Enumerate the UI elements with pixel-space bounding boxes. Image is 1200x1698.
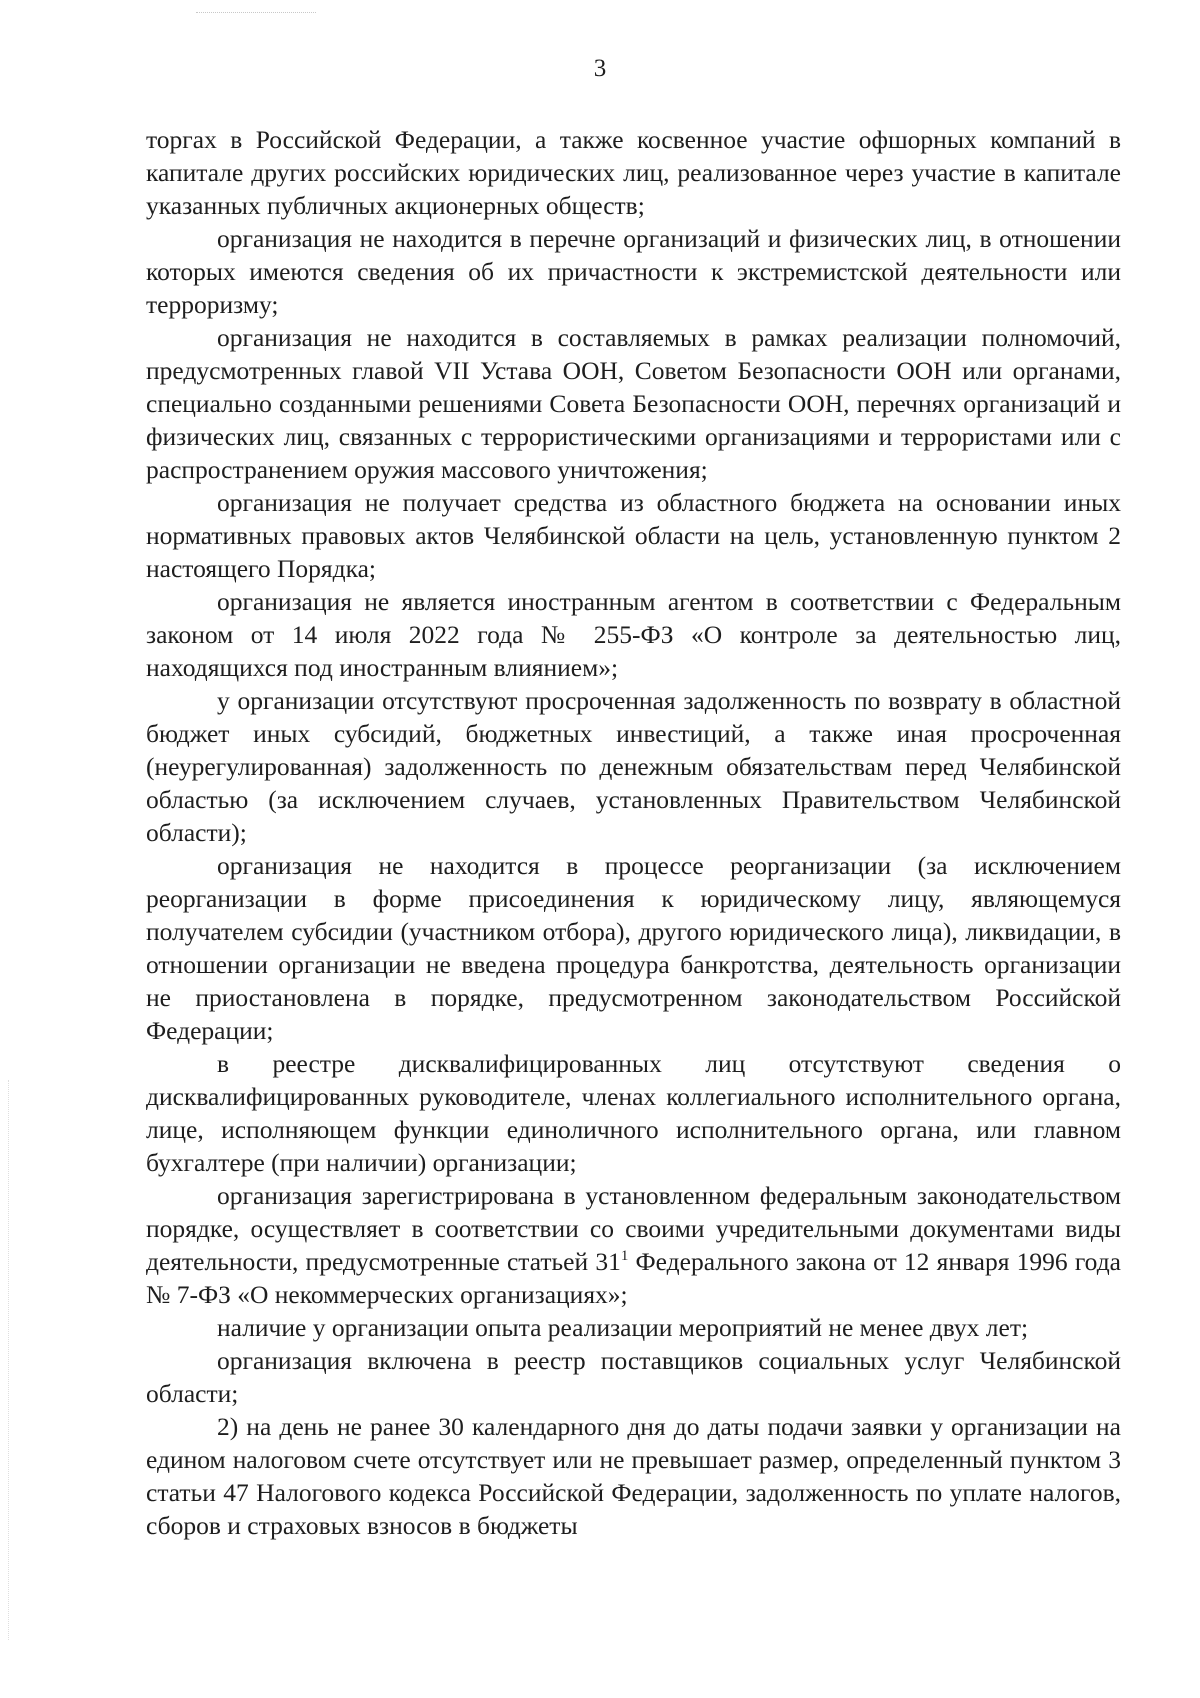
scan-artifact-top [196, 12, 316, 16]
paragraph-experience: наличие у организации опыта реализации мероприятий не менее двух лет; [217, 1313, 1029, 1342]
document-body [146, 123, 1121, 1542]
page-number: 3 [593, 55, 607, 82]
paragraph-reorganization: организация не находится в процессе реорганизации (за исключением реорганизации в форме присоединения к юридическому лицу, являющемуся получателем субсидии (участником отбора), другого юридического лица), ликвидации, в отношении организации не введена процедура банкротства, деятельность организации не приостановлена в порядке, предусмотренном законодательством Российской Федерации; [146, 851, 1121, 1045]
scan-artifact-edge [8, 1080, 10, 1640]
paragraph-continuation: торгах в Российской Федерации, а также косвенное участие офшорных компаний в капитале других российских юридических лиц, реализованное через участие в капитале указанных публичных акционерных обществ; [146, 125, 1121, 220]
article-superscript: 1 [620, 1248, 629, 1264]
paragraph-social-services-registry: организация включена в реестр поставщиков социальных услуг Челябинской области; [146, 1346, 1121, 1408]
paragraph-disqualified-persons: в реестре дисквалифицированных лиц отсутствуют сведения о дисквалифицированных руководителе, членах коллегиального исполнительного органа, лице, исполняющем функции единоличного исполнительного органа, или главном бухгалтере (при наличии) организации; [146, 1049, 1121, 1177]
paragraph-regional-budget: организация не получает средства из областного бюджета на основании иных нормативных правовых актов Челябинской области на цель, установленную пунктом 2 настоящего Порядка; [146, 488, 1121, 583]
paragraph-foreign-agent: организация не является иностранным агентом в соответствии с Федеральным законом от 14 июля 2022 года № 255-ФЗ «О контроле за деятельностью лиц, находящихся под иностранным влиянием»; [146, 587, 1121, 682]
registration-text-after: Федерального закона от 12 января 1996 года № 7-ФЗ «О некоммерческих организациях»; [146, 1247, 1121, 1309]
registration-text-before: организация зарегистрирована в установленном федеральным законодательством порядке, осуществляет в соответствии со своими учредительными документами виды деятельности, предусмотренные статьей 31 [146, 1181, 1121, 1276]
paragraph-tax-account: 2) на день не ранее 30 календарного дня до даты подачи заявки у организации на едином налоговом счете отсутствует или не превышает размер, определенный пунктом 3 статьи 47 Налогового кодекса Российской Федерации, задолженность по уплате налогов, сборов и страховых взносов в бюджеты [146, 1412, 1121, 1540]
paragraph-overdue-debt: у организации отсутствуют просроченная задолженность по возврату в областной бюджет иных субсидий, бюджетных инвестиций, а также иная просроченная (неурегулированная) задолженность по денежным обязательствам перед Челябинской областью (за исключением случаев, установленных Правительством Челябинской области); [146, 686, 1121, 847]
paragraph-extremism-list: организация не находится в перечне организаций и физических лиц, в отношении которых имеются сведения об их причастности к экстремистской деятельности или терроризму; [146, 224, 1121, 319]
paragraph-un-security-council: организация не находится в составляемых в рамках реализации полномочий, предусмотренных главой VII Устава ООН, Советом Безопасности ООН или органами, специально созданными решениями Совета Безопасности ООН, перечнях организаций и физических лиц, связанных с террористическими организациями и террористами или с распространением оружия массового уничтожения; [146, 323, 1121, 484]
paragraph-registration [146, 1179, 1121, 1311]
